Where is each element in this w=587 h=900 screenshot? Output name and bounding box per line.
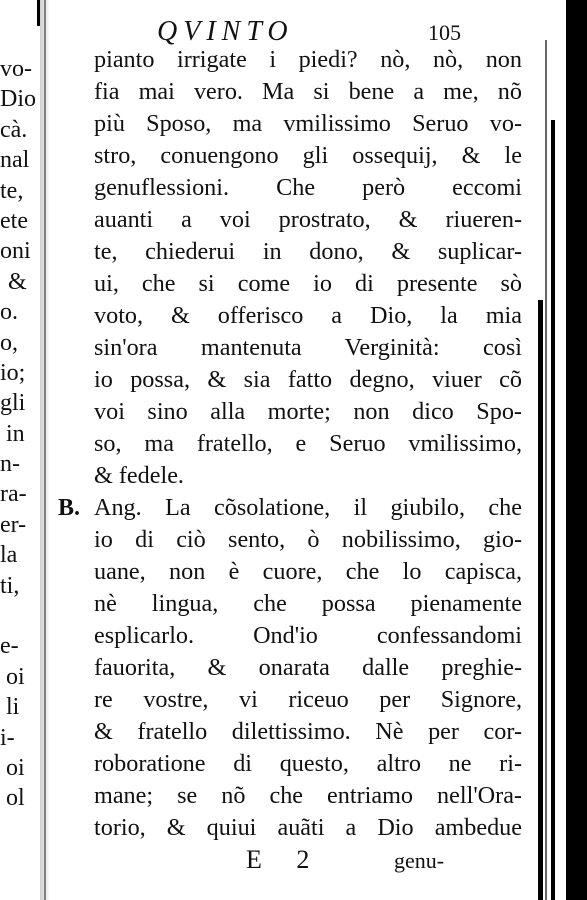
fragment-line: er-: [0, 511, 27, 538]
fragment-line: vo-: [0, 56, 32, 82]
fragment-line: o,: [0, 329, 18, 356]
fragment-line: gli: [0, 390, 26, 417]
fragment-line: Dio: [0, 86, 36, 113]
fragment-line: la: [0, 542, 18, 569]
text-line: fauorita, & onarata dalle preghie-: [94, 654, 522, 681]
fragment-line: oi: [6, 754, 25, 781]
text-line: torio, & quiui auãti a Dio ambedue: [94, 814, 522, 841]
fragment-line: io;: [0, 359, 26, 386]
text-line: sin'ora mantenuta Verginità: così: [94, 334, 522, 361]
speaker-mark: B.: [58, 495, 81, 521]
fragment-line: ol: [6, 785, 25, 812]
fragment-line: nal: [0, 147, 30, 174]
text-line: & fedele.: [94, 462, 184, 489]
fragment-line: oni: [0, 238, 31, 265]
fragment-line: &: [8, 268, 27, 295]
fragment-line: ti,: [0, 572, 20, 599]
text-line: auanti a voi prostrato, & riueren-: [94, 206, 522, 233]
text-line: pianto irrigate i piedi? nò, nò, non: [94, 46, 522, 73]
text-line: fia mai vero. Ma si bene a me, nõ: [94, 78, 522, 105]
text-line: genuflessioni. Che però eccomi: [94, 174, 522, 201]
fragment-line: in: [6, 420, 25, 447]
text-line: più Sposo, ma vmilissimo Seruo vo-: [94, 110, 522, 137]
running-head: QVINTO: [157, 16, 294, 47]
text-line: voto, & offerisco a Dio, la mia: [94, 302, 522, 329]
text-line: esplicarlo. Ond'io confessandomi: [94, 622, 522, 649]
fragment-line: ete: [0, 207, 28, 234]
fragment-line: cà.: [0, 116, 28, 143]
fragment-line: e-: [0, 633, 19, 660]
text-line: io di ciò sento, ò nobilissimo, gio-: [94, 526, 522, 553]
text-line: mane; se nõ che entriamo nell'Ora-: [94, 782, 522, 809]
fragment-line: ra-: [0, 481, 27, 508]
fragment-line: o.: [0, 299, 18, 326]
text-line: nè lingua, che possa pienamente: [94, 590, 522, 617]
text-line: & fratello dilettissimo. Nè per cor-: [94, 718, 522, 745]
text-line: Ang. La cõsolatione, il giubilo, che: [94, 494, 522, 521]
text-line: re vostre, vi riceuo per Signore,: [94, 686, 522, 713]
fragment-line: n-: [0, 451, 20, 478]
text-line: te, chiederui in dono, & suplicar-: [94, 238, 522, 265]
signature-mark: E 2: [246, 845, 324, 874]
text-line: io possa, & sia fatto degno, viuer cõ: [94, 366, 522, 393]
fragment-line: te,: [0, 177, 24, 204]
text-line: stro, conuengono gli ossequij, & le: [94, 142, 522, 169]
catchword: genu-: [394, 848, 445, 873]
text-line: uane, non è cuore, che lo capisca,: [94, 558, 522, 585]
text-line: voi sino alla morte; non dico Spo-: [94, 398, 522, 425]
page-number: 105: [428, 20, 461, 45]
text-line: so, ma fratello, e Seruo vmilissimo,: [94, 430, 522, 457]
text-line: roboratione di questo, altro ne ri-: [94, 750, 522, 777]
text-line: ui, che si come io di presente sò: [94, 270, 522, 297]
fragment-line: oi: [6, 663, 25, 690]
fragment-line: li: [6, 694, 20, 721]
fragment-line: i-: [0, 724, 15, 751]
